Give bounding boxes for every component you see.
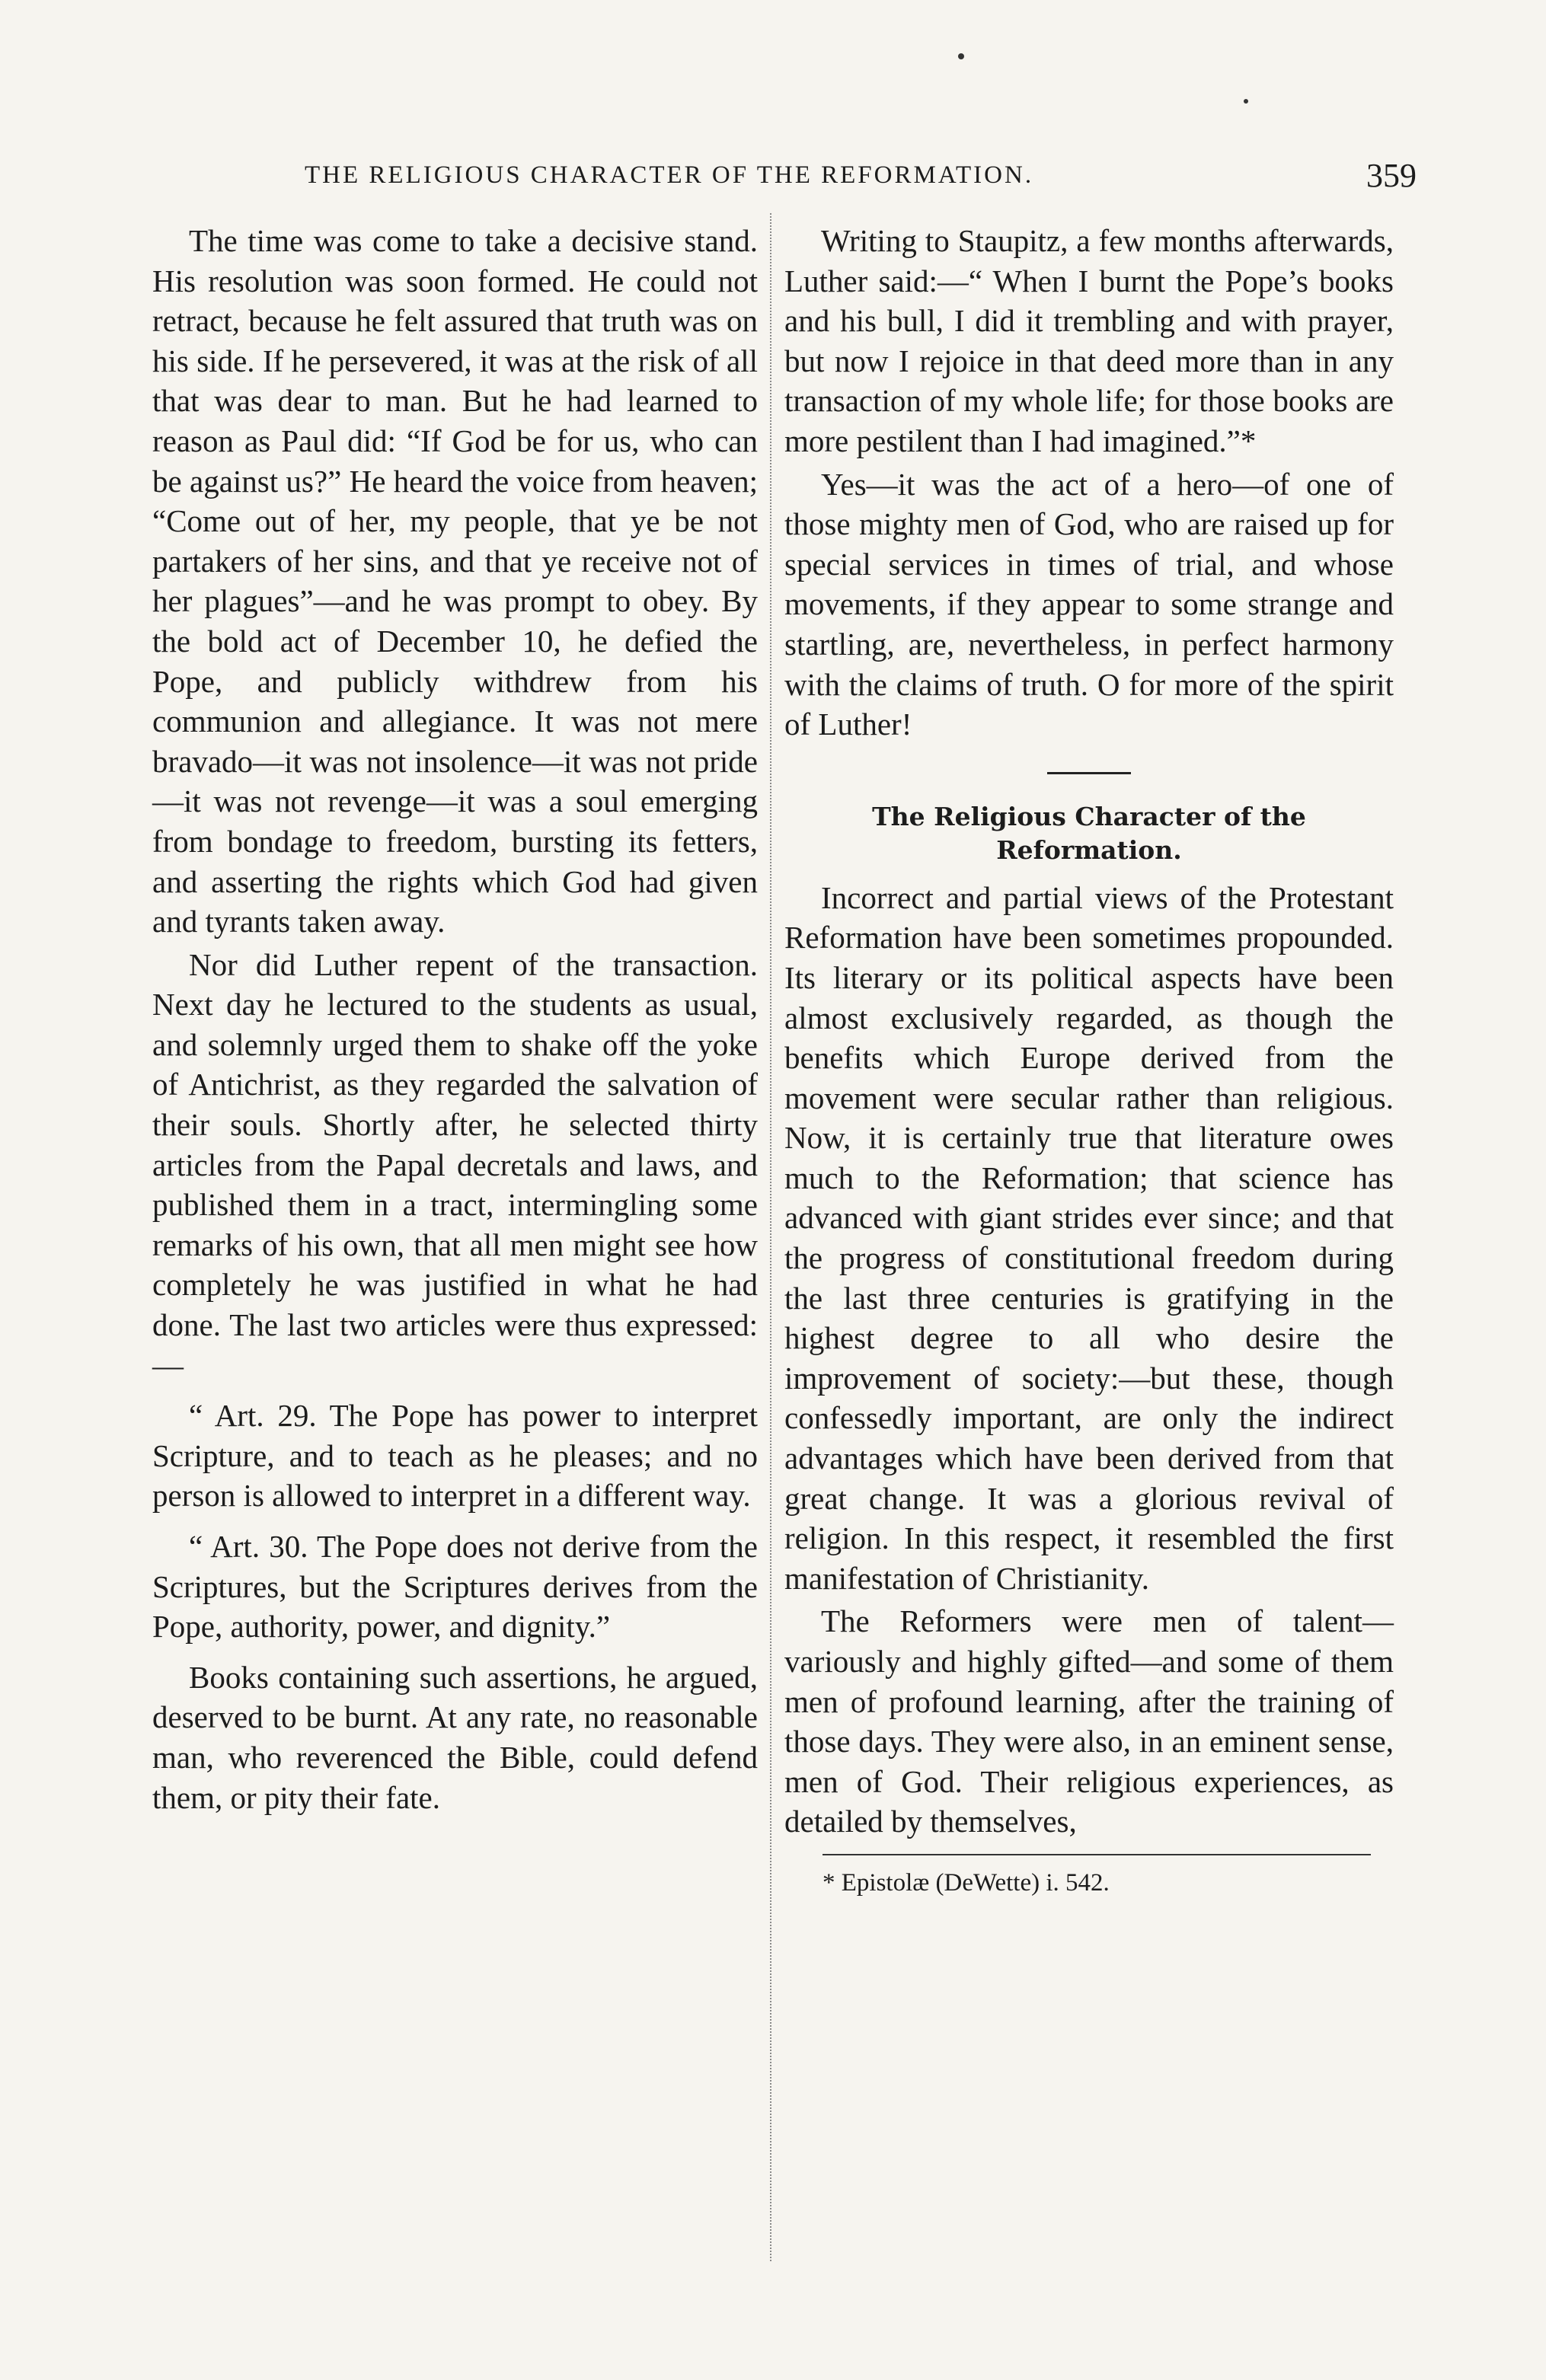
paragraph: Nor did Luther repent of the transaction. Next day he lectured to the students as usual, and solemnly urged them to shake off the yoke of Antichrist, as they regarded the salvation of their souls. Shortly after, he selected thirty articles from the Papal decretals and laws, and published them in a tract, intermingling some remarks of his own, that all men might see how completely he was justified in what he had done. The last two articles were thus expressed:— (152, 946, 758, 1383)
section-heading: The Religious Character of the Reformation. (872, 801, 1306, 865)
right-column (784, 221, 1394, 1903)
left-column (152, 221, 758, 1817)
section-divider (1047, 772, 1131, 774)
running-head (152, 152, 1417, 198)
paragraph: Books containing such assertions, he argued, deserved to be burnt. At any rate, no reasonable man, who reverenced the Bible, could defend them, or pity their fate. (152, 1659, 758, 1815)
paragraph: Yes—it was the act of a hero—of one of those mighty men of God, who are raised up for special services in times of trial, and whose movements, if they appear to some strange and startling, are, nevertheless, in perfect harmony with the claims of truth. O for more of the spirit of Luther! (784, 466, 1394, 742)
quoted-article: “ Art. 29. The Pope has power to interpret Scripture, and to teach as he pleases; and no person is allowed to interpret in a different way. (152, 1398, 758, 1514)
paragraph: The time was come to take a decisive stand. His resolution was soon formed. He could not retract, because he felt assured that truth was on his side. If he persevered, it was at the risk of all that was dear to man. But he had learned to reason as Paul did: “If God be for us, who can be against us?” He heard the voice from heaven; “Come out of her, my people, that ye be not partakers of her sins, and that ye receive not of her plagues”—and he was prompt to obey. By the bold act of December 10, he defied the Pope, and publicly withdrew from his communion and allegiance. It was not mere bravado—it was not insolence—it was not pride—it was not revenge—it was a soul emerging from bondage to freedom, bursting its fetters, and asserting the rights which God had given and tyrants taken away. (152, 223, 758, 940)
print-speck (958, 53, 964, 59)
paragraph: The Reformers were men of talent—variously and highly gifted—and some of them men of profound learning, after the training of those days. They were also, in an eminent sense, men of God. Their religious experiences, as detailed by themselves, (784, 1603, 1394, 1839)
footnote: * Epistolæ (DeWette) i. 542. (823, 1868, 1110, 1897)
running-title: THE RELIGIOUS CHARACTER OF THE REFORMATION. (305, 161, 1034, 189)
page-number: 359 (1366, 156, 1417, 194)
quoted-article: “ Art. 30. The Pope does not derive from the Scriptures, but the Scriptures derives from the Pope, authority, power, and dignity.” (152, 1529, 758, 1645)
footnote-rule (823, 1854, 1371, 1855)
column-divider (770, 213, 771, 2261)
print-speck (1244, 99, 1248, 104)
paragraph: Writing to Staupitz, a few months afterwards, Luther said:—“ When I burnt the Pope’s books and his bull, I did it trembling and with prayer, but now I rejoice in that deed more than in any transaction of my whole life; for those books are more pestilent than I had imagined.”* (784, 223, 1394, 458)
paragraph: Incorrect and partial views of the Protestant Reformation have been sometimes propounded. Its literary or its political aspects have been almost exclusively regarded, as though the benefits which Europe derived from the movement were secular rather than religious. Now, it is certainly true that literature owes much to the Reformation; that science has advanced with giant strides ever since; and that the progress of constitutional freedom during the last three centuries is gratifying in the highest degree to all who desire the improvement of society:—but these, though confessedly important, are only the indirect advantages which have been derived from that great change. It was a glorious revival of religion. In this respect, it resembled the first manifestation of Christianity. (784, 879, 1394, 1596)
